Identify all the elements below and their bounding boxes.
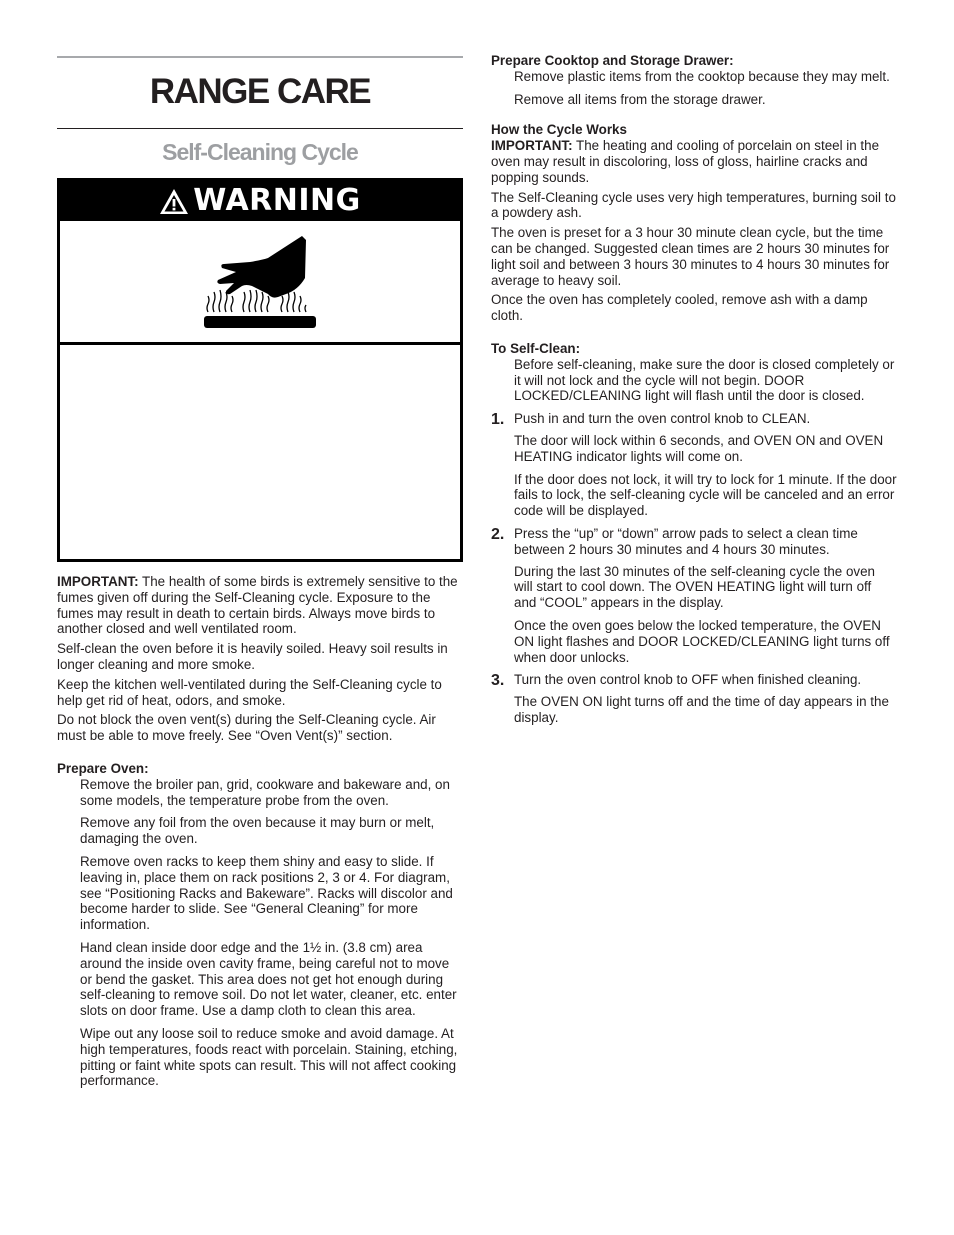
birds-important-paragraph: [57, 574, 463, 637]
step-text: Push in and turn the oven control knob to CLEAN.: [514, 411, 811, 427]
warning-text-area: [60, 345, 460, 559]
paragraph-high-temps: The Self-Cleaning cycle uses very high temperatures, burning soil to a powdery ash.: [491, 189, 896, 221]
paragraph-ventilation: Keep the kitchen well-ventilated during the Self-Cleaning cycle to help get rid of heat, odors, and smoke.: [57, 676, 442, 708]
important-text: The heating and cooling of porcelain on steel in the oven may result in discoloring, loss of gloss, hairline cracks and popping sounds.: [491, 138, 880, 185]
step-text: Turn the oven control knob to OFF when finished cleaning.: [514, 672, 862, 688]
cooktop-list: [491, 69, 897, 108]
prepare-oven-heading: Prepare Oven:: [57, 760, 149, 776]
how-cycle-works-heading: How the Cycle Works: [491, 122, 627, 138]
warning-header: [60, 181, 460, 221]
step-1: [491, 411, 897, 519]
cooktop-heading: Prepare Cooktop and Storage Drawer:: [491, 53, 734, 68]
hot-surface-hand-icon: [202, 234, 318, 330]
step-2: [491, 526, 897, 665]
paragraph-preset-time: The oven is preset for a 3 hour 30 minute clean cycle, but the time can be changed. Suggested clean times are 2 hours 30 minutes for light soil and between 3 hours 30 minutes to 4 hours 30 minutes for average to heavy soil.: [491, 225, 890, 288]
list-item: Remove the broiler pan, grid, cookware and bakeware and, on some models, the temperature probe from the oven.: [80, 776, 450, 808]
warning-box: [57, 178, 463, 562]
list-item: Remove all items from the storage drawer.: [514, 91, 766, 107]
important-label: IMPORTANT:: [57, 574, 139, 589]
important-text: The health of some birds is extremely sensitive to the fumes given off during the Self-Cleaning cycle. Exposure to the fumes may result in death to certain birds. Always move birds to another closed and well ventilated room.: [57, 574, 458, 637]
step-number: 3.: [491, 672, 505, 690]
step-note: The OVEN ON light turns off and the time of day appears in the display.: [514, 694, 889, 725]
left-column: [57, 56, 463, 1089]
warning-pictogram: [60, 221, 460, 345]
paragraph-remove-ash: Once the oven has completely cooled, remove ash with a damp cloth.: [491, 292, 868, 324]
step-number: 2.: [491, 525, 505, 543]
step-3: [491, 672, 897, 725]
step-text: Press the “up” or “down” arrow pads to select a clean time between 2 hours 30 minutes and 4 hours 30 minutes.: [514, 525, 858, 557]
self-clean-heading: To Self-Clean:: [491, 340, 581, 356]
step-number: 1.: [491, 411, 505, 429]
warning-label: WARNING: [193, 183, 361, 218]
paragraph-vents: Do not block the oven vent(s) during the Self-Cleaning cycle. Air must be able to move freely. See “Oven Vent(s)” section.: [57, 712, 436, 744]
step-note: The door will lock within 6 seconds, and OVEN ON and OVEN HEATING indicator lights will come on.: [514, 432, 884, 464]
self-clean-intro: Before self-cleaning, make sure the door is closed completely or it will not lock and the cycle will not begin. DOOR LOCKED/CLEANING light will flash until the door is closed.: [514, 356, 895, 404]
section-title: Self-Cleaning Cycle: [162, 139, 358, 165]
list-item: Wipe out any loose soil to reduce smoke and avoid damage. At high temperatures, foods react with porcelain. Staining, etching, pitting or faint white spots can result. This will not affect cooking performance.: [80, 1025, 458, 1089]
step-note: If the door does not lock, it will try to lock for 1 minute. If the door fails to lock, the self-cleaning cycle will be canceled and an error code will be displayed.: [514, 471, 897, 519]
important-label: IMPORTANT:: [491, 138, 573, 154]
list-item: Remove plastic items from the cooktop because they may melt.: [514, 68, 890, 84]
prepare-oven-list: [57, 777, 463, 1089]
page-title: RANGE CARE: [149, 72, 371, 111]
paragraph-heavy-soil: Self-clean the oven before it is heavily soiled. Heavy soil results in longer cleaning and more smoke.: [57, 641, 448, 672]
step-note: During the last 30 minutes of the self-cleaning cycle the oven will start to cool down. The OVEN HEATING light will turn off and “COOL” appears in the display.: [514, 563, 876, 611]
warning-triangle-icon: [159, 188, 189, 215]
right-column: [491, 53, 897, 726]
top-rule: [57, 56, 463, 58]
list-item: Hand clean inside door edge and the 1½ in. (3.8 cm) area around the inside oven cavity frame, being careful not to move or bend the gasket. This area does not get hot enough during self-cleaning to remove soil. Do not let water, cleaner, etc. enter slots on door frame. Use a damp cloth to clean this area.: [80, 939, 457, 1019]
step-note: Once the oven goes below the locked temperature, the OVEN ON light flashes and DOOR LOCKED/CLEANING light turns off when door unlocks.: [514, 617, 890, 665]
list-item: Remove any foil from the oven because it may burn or melt, damaging the oven.: [80, 815, 435, 847]
list-item: Remove oven racks to keep them shiny and easy to slide. If leaving in, place them on rack positions 2, 3 or 4. For diagram, see “Positioning Racks and Bakeware”. Racks will discolor and become harder to slide. See “General Cleaning” for more information.: [80, 853, 453, 933]
title-rule: [57, 128, 463, 129]
porcelain-important-paragraph: [491, 138, 897, 185]
